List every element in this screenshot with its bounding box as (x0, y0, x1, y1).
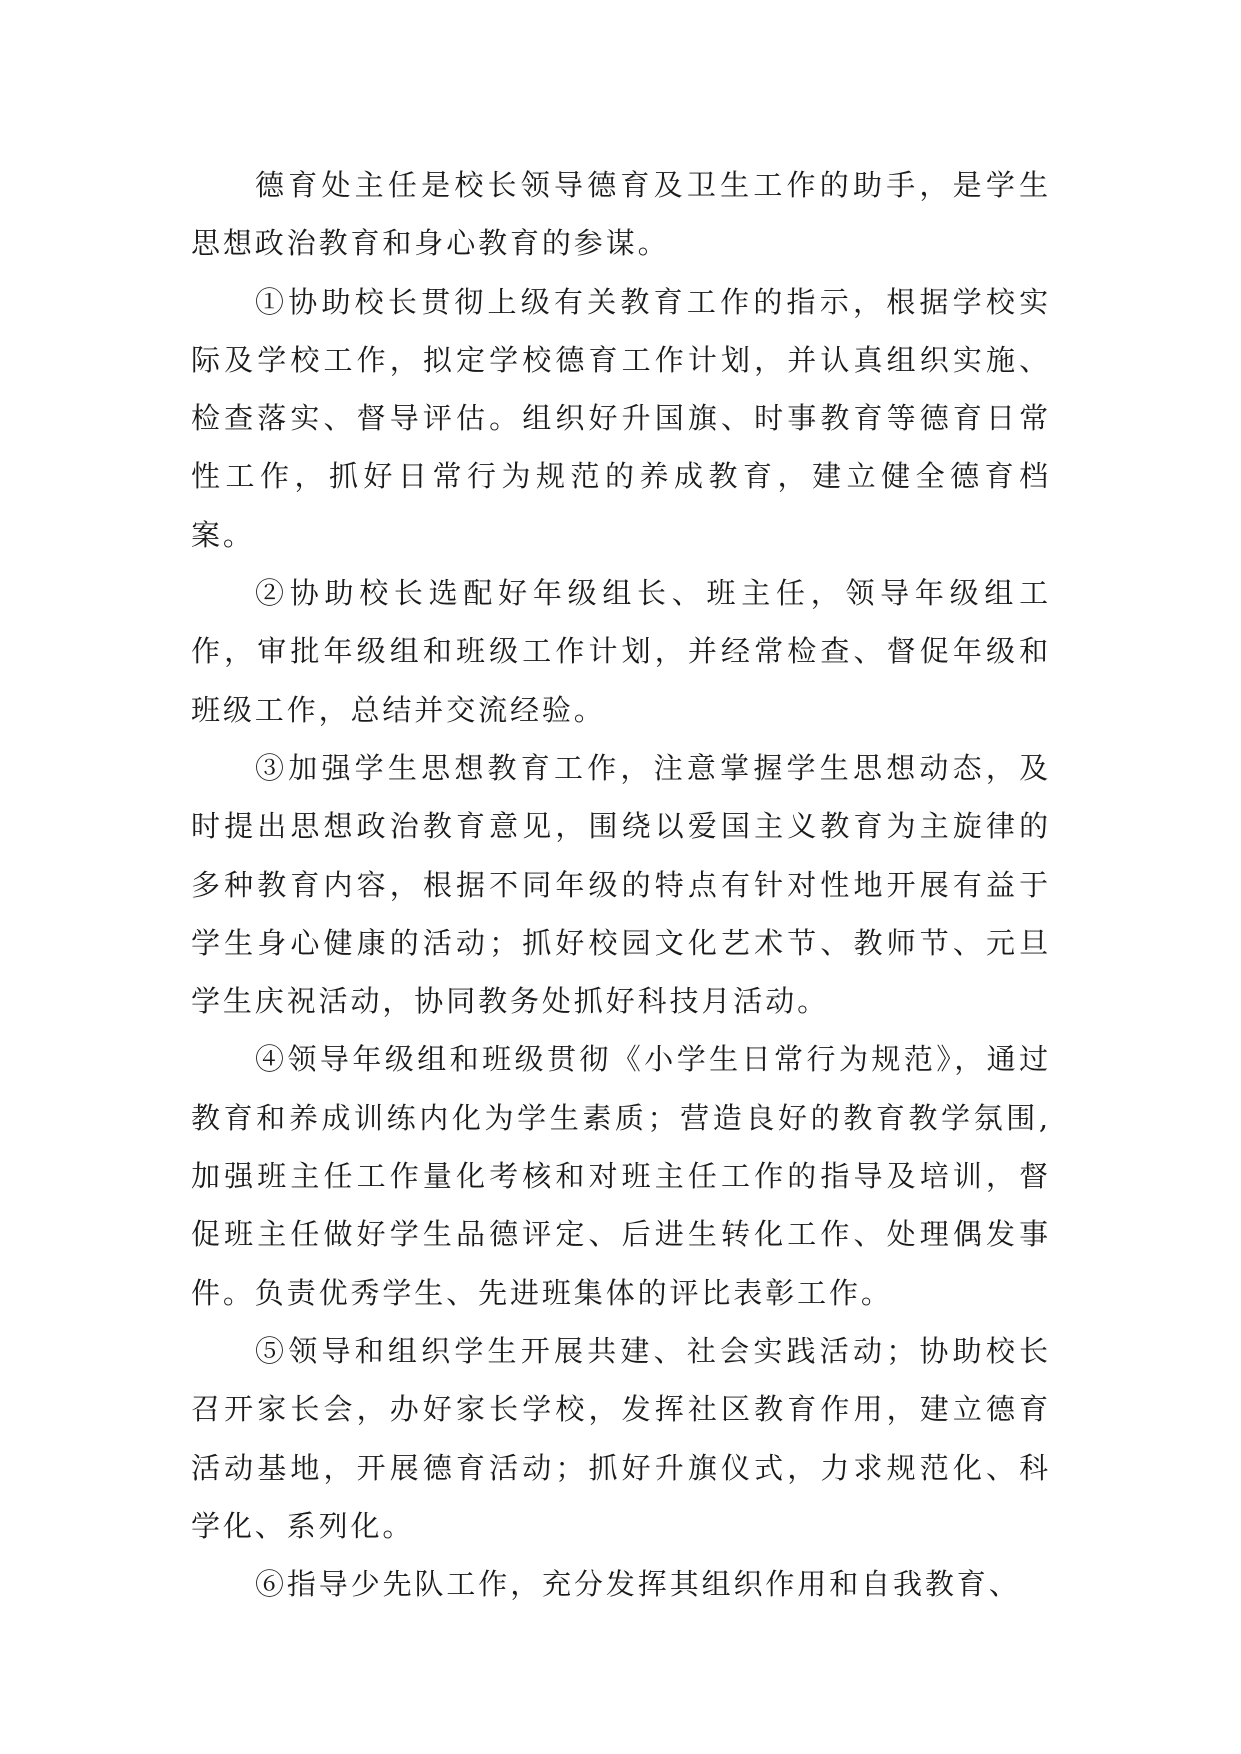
paragraph-intro: 德育处主任是校长领导德育及卫生工作的助手，是学生思想政治教育和身心教育的参谋。 (191, 168, 1051, 261)
paragraph-item-4: ④领导年级组和班级贯彻《小学生日常行为规范》，通过教育和养成训练内化为学生素质；营造良好的教育教学氛围,加强班主任工作量化考核和对班主任工作的指导及培训，督促班主任做好学生品德评定、后进生转化工作、处理偶发事件。负责优秀学生、先进班集体的评比表彰工作。 (191, 1042, 1051, 1310)
paragraph-item-5: ⑤领导和组织学生开展共建、社会实践活动；协助校长召开家长会，办好家长学校，发挥社区教育作用，建立德育活动基地，开展德育活动；抓好升旗仪式，力求规范化、科学化、系列化。 (191, 1333, 1051, 1543)
paragraph-item-6: ⑥指导少先队工作，充分发挥其组织作用和自我教育、 (255, 1567, 1021, 1602)
paragraph-item-2: ②协助校长选配好年级组长、班主任，领导年级组工作，审批年级组和班级工作计划，并经常检查、督促年级和班级工作，总结并交流经验。 (191, 576, 1051, 727)
paragraph-item-3: ③加强学生思想教育工作，注意掌握学生思想动态，及时提出思想政治教育意见，围绕以爱国主义教育为主旋律的多种教育内容，根据不同年级的特点有针对性地开展有益于学生身心健康的活动；抓好校园文化艺术节、教师节、元旦学生庆祝活动，协同教务处抓好科技月活动。 (191, 750, 1051, 1019)
document-body (191, 156, 1051, 1613)
paragraph-item-1: ①协助校长贯彻上级有关教育工作的指示，根据学校实际及学校工作，拟定学校德育工作计划，并认真组织实施、检查落实、督导评估。组织好升国旗、时事教育等德育日常性工作，抓好日常行为规范的养成教育，建立健全德育档案。 (191, 284, 1051, 552)
